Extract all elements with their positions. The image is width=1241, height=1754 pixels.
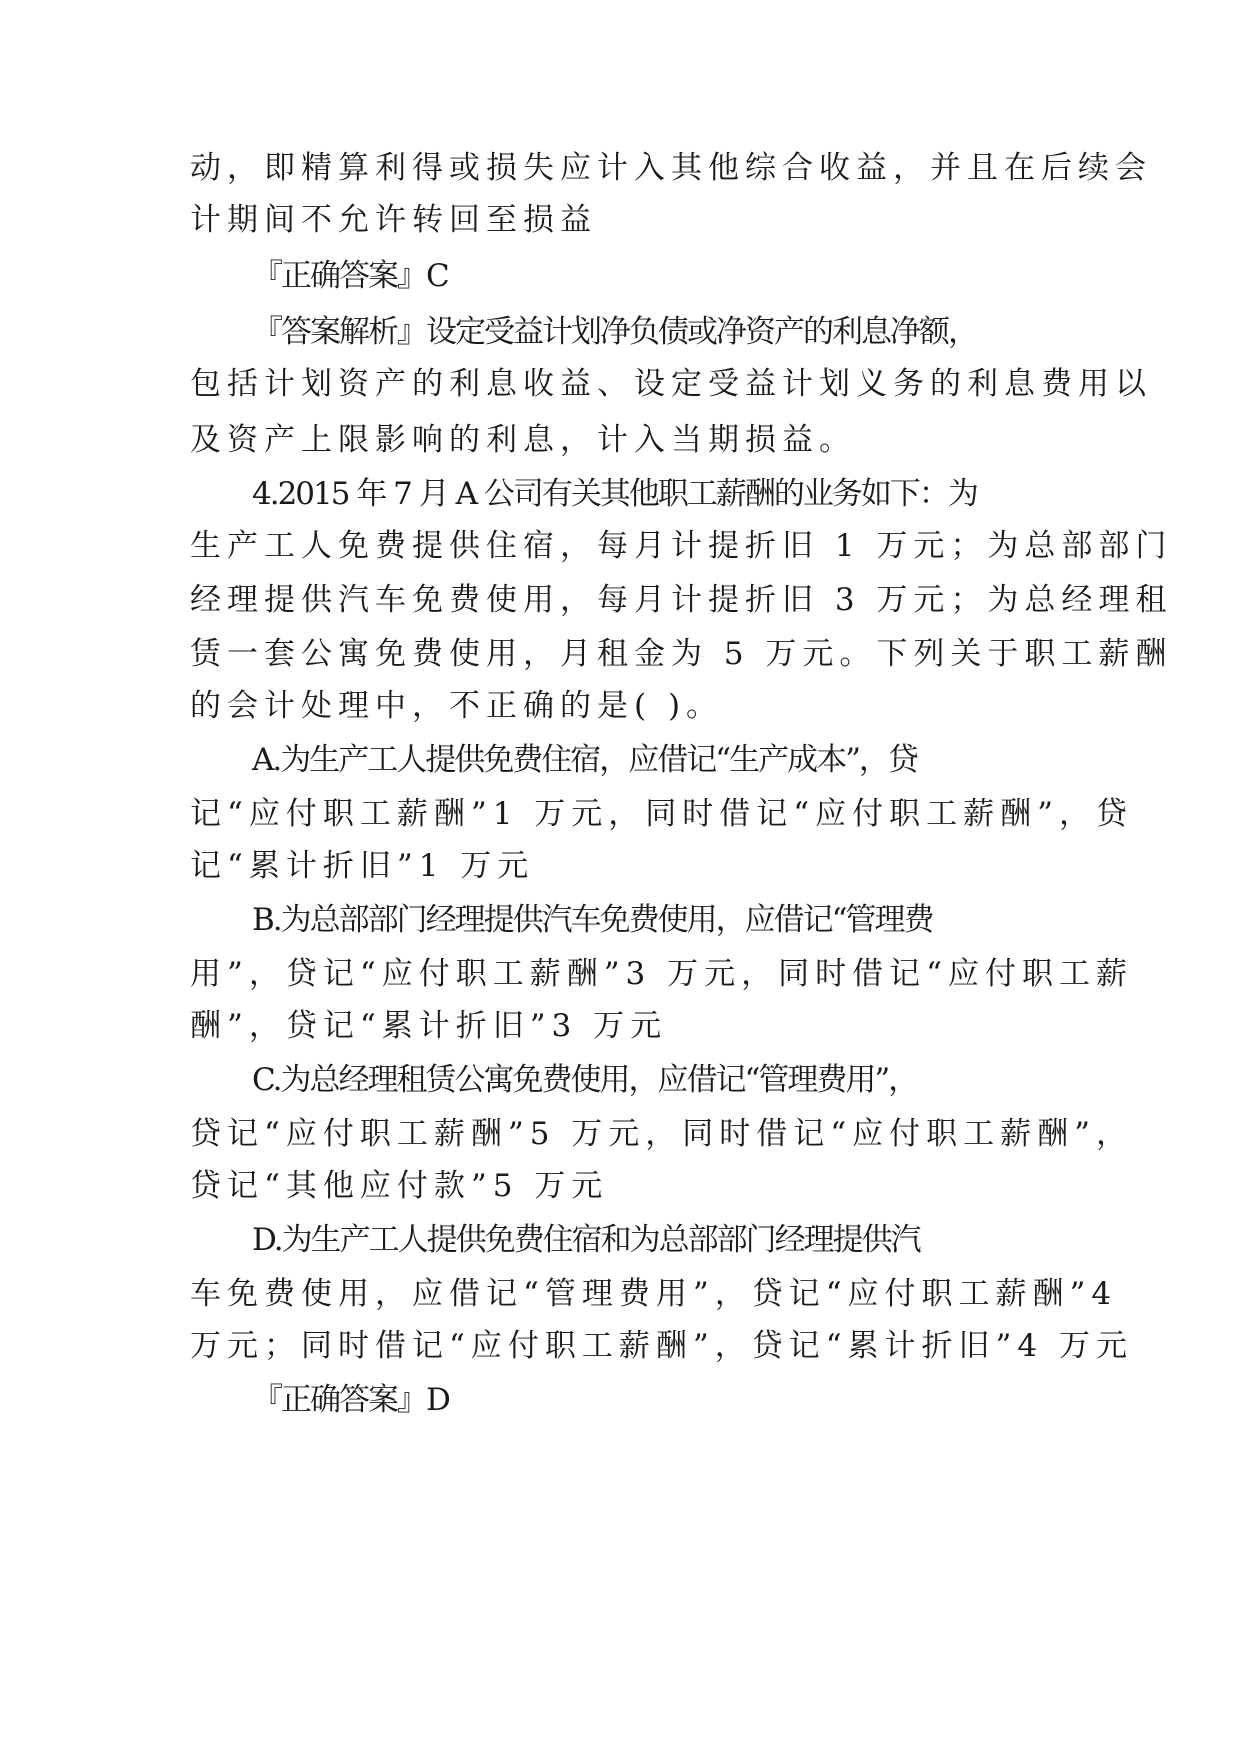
correct-answer-label: 『正确答案』D [252, 1382, 449, 1418]
option-b-line: B.为总部部门经理提供汽车免费使用，应借记“管理费 [252, 902, 933, 938]
text-line: 经理提供汽车免费使用，每月计提折旧 3 万元；为总经理租 [190, 582, 1173, 618]
text-line: 的会计处理中，不正确的是( )。 [190, 688, 724, 724]
correct-answer-label: 『正确答案』C [252, 258, 448, 294]
text-line: 记“应付职工薪酬”1 万元，同时借记“应付职工薪酬”，贷 [190, 796, 1133, 832]
text-line: 动，即精算利得或损失应计入其他综合收益，并且在后续会 [190, 150, 1152, 186]
option-a-line: A.为生产工人提供免费住宿，应借记“生产成本”，贷 [252, 742, 917, 778]
question-4-line: 4.2015 年 7 月 A 公司有关其他职工薪酬的业务如下：为 [252, 476, 977, 512]
text-line: 万元；同时借记“应付职工薪酬”，贷记“累计折旧”4 万元 [190, 1328, 1133, 1364]
option-d-line: D.为生产工人提供免费住宿和为总部部门经理提供汽 [252, 1222, 920, 1258]
text-line: 生产工人免费提供住宿，每月计提折旧 1 万元；为总部部门 [190, 528, 1173, 564]
text-line: 计期间不允许转回至损益 [190, 202, 597, 238]
option-c-line: C.为总经理租赁公寓免费使用，应借记“管理费用”， [252, 1062, 918, 1098]
text-line: 包括计划资产的利息收益、设定受益计划义务的利息费用以 [190, 366, 1152, 402]
text-line: 车免费使用，应借记“管理费用”，贷记“应付职工薪酬”4 [190, 1276, 1118, 1312]
text-line: 记“累计折旧”1 万元 [190, 848, 535, 884]
text-line: 及资产上限影响的利息，计入当期损益。 [190, 422, 856, 458]
text-line: 酬”，贷记“累计折旧”3 万元 [190, 1008, 668, 1044]
text-line: 贷记“应付职工薪酬”5 万元，同时借记“应付职工薪酬”， [190, 1116, 1133, 1152]
text-line: 贷记“其他应付款”5 万元 [190, 1168, 609, 1204]
text-line: 用”，贷记“应付职工薪酬”3 万元，同时借记“应付职工薪 [190, 956, 1133, 992]
answer-analysis-line: 『答案解析』设定受益计划净负债或净资产的利息净额， [252, 314, 977, 350]
text-line: 赁一套公寓免费使用，月租金为 5 万元。下列关于职工薪酬 [190, 636, 1173, 672]
